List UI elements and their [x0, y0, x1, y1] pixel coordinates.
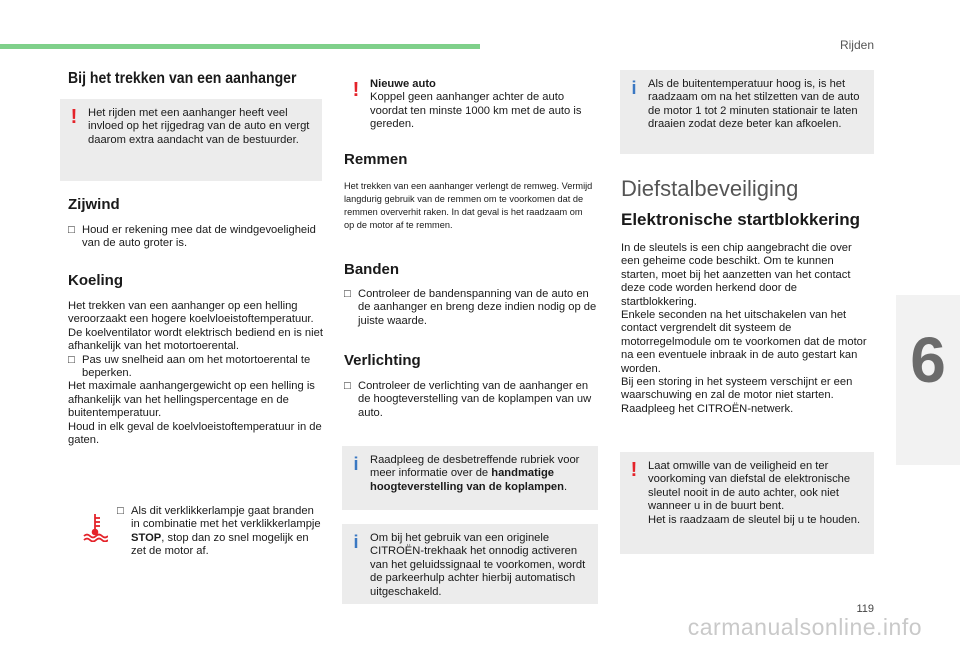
exclamation-icon: !	[352, 79, 360, 101]
checkbox-bullet-icon: □	[117, 505, 124, 517]
info-text: Raadpleeg de desbetreffende rubriek voor meer informatie over de handmatige hoogteverstelling van de koplampen.	[370, 454, 580, 493]
koeling-p1: Het trekken van een aanhanger op een helling veroorzaakt een hogere koelvloeistoftemperatuur.	[68, 300, 314, 326]
startblokkering-p1: In de sleutels is een chip aangebracht die over een geheime code beschikt. Om te kunnen starten, moet bij het aanzetten van het contact deze code worden herkend door de startblokkering.	[621, 242, 852, 308]
chapter-number: 6	[910, 324, 946, 396]
checkbox-bullet-icon: □	[344, 288, 351, 300]
heading-startblokkering: Elektronische startblokkering	[621, 210, 861, 229]
lamp-warning-text: Als dit verklikkerlampje gaat branden in combinatie met het verklikkerlampje STOP, stop dan zo snel mogelijk en zet de motor af.	[131, 505, 321, 558]
heading-verlichting: Verlichting	[344, 352, 421, 369]
zijwind-text: Houd er rekening mee dat de windgevoeligheid van de auto groter is.	[82, 224, 316, 250]
startblokkering-p2: Enkele seconden na het uitschakelen van het contact vergrendelt dit systeem de motorregelmodule om te voorkomen dat de motor na een eventuele inbraak in de auto gestart kan worden.	[621, 309, 867, 375]
warning-p1: Laat omwille van de veiligheid en ter voorkoming van diefstal de elektronische sleutel nooit in de auto achter, ook niet wanneer u in de buurt bent.	[648, 460, 851, 513]
banden-bullet	[344, 288, 598, 328]
checkbox-bullet-icon: □	[344, 380, 351, 392]
koeling-p3: Het maximale aanhangergewicht op een helling is afhankelijk van het hellingspercentage en de buitentemperatuur.	[68, 380, 315, 420]
heading-koeling: Koeling	[68, 272, 123, 289]
info-box-cooling	[620, 70, 874, 154]
koeling-section	[68, 300, 324, 447]
heading-banden: Banden	[344, 261, 400, 278]
startblokkering-p3: Bij een storing in het systeem verschijnt er een waarschuwing en zal de motor niet starten. Raadpleeg het CITROËN-netwerk.	[621, 376, 853, 415]
warning-text: Het rijden met een aanhanger heeft veel invloed op het rijgedrag van de auto en vergt daarom extra aandacht van de bestuurder.	[88, 107, 310, 146]
zijwind-bullet	[68, 224, 322, 251]
coolant-temperature-icon	[82, 512, 108, 542]
checkbox-bullet-icon: □	[68, 224, 75, 236]
koeling-p4: Houd in elk geval de koelvloeistoftemperatuur in de gaten.	[68, 420, 322, 447]
info-box-headlamp	[342, 446, 598, 510]
warning-box-driving	[60, 99, 322, 181]
page-number: 119	[856, 603, 874, 615]
verlichting-bullet	[344, 380, 598, 420]
heading-diefstalbeveiliging: Diefstalbeveiliging	[621, 176, 799, 201]
info-text: Om bij het gebruik van een originele CITROËN-trekhaak het onnodig activeren van het geluidssignaal te voorkomen, wordt de parkeerhulp achter hierbij automatisch uitgeschakeld.	[370, 532, 586, 598]
exclamation-icon: !	[70, 106, 78, 128]
page-title: Bij het trekken van een aanhanger	[68, 70, 297, 87]
checkbox-bullet-icon: □	[68, 353, 75, 366]
info-icon: i	[631, 78, 637, 98]
startblokkering-text	[621, 242, 873, 416]
info-icon: i	[353, 532, 359, 552]
warning-text: Koppel geen aanhanger achter de auto voordat ten minste 1000 km met de auto is gereden.	[370, 91, 582, 131]
remmen-text: Het trekken van een aanhanger verlengt de remweg. Vermijd langdurig gebruik van de remmen om te voorkomen dat de remmen oververhit raken. In dat geval is het raadzaam om op de motor af te remmen.	[344, 181, 593, 231]
warning-p2: Het is raadzaam de sleutel bij u te houden.	[648, 513, 861, 526]
info-box-towbar	[342, 524, 598, 604]
warning-box-new-car	[342, 70, 598, 140]
info-text: Als de buitentemperatuur hoog is, is het raadzaam om na het stilzetten van de auto de motor 1 tot 2 minuten stationair te laten draaien zodat deze beter kan afkoelen.	[648, 78, 860, 131]
heading-remmen: Remmen	[344, 151, 408, 168]
koeling-p2: De koelventilator wordt elektrisch bediend en is niet afhankelijk van het motortoerental.	[68, 326, 323, 353]
koeling-bullet	[68, 354, 324, 381]
heading-zijwind: Zijwind	[68, 196, 120, 213]
warning-title: Nieuwe auto	[370, 78, 436, 90]
info-icon: i	[353, 454, 359, 474]
exclamation-icon: !	[630, 459, 638, 481]
banden-text: Controleer de bandenspanning van de auto en de aanhanger en breng deze indien nodig op de juiste waarde.	[358, 288, 597, 327]
watermark: carmanualsonline.info	[687, 614, 922, 640]
koeling-bullet-text: Pas uw snelheid aan om het motortoerental te beperken.	[82, 353, 311, 380]
header-accent-bar	[0, 44, 480, 49]
verlichting-text: Controleer de verlichting van de aanhanger en de hoogteverstelling van de koplampen van uw auto.	[358, 380, 592, 419]
warning-box-key	[620, 452, 874, 554]
lamp-warning-bullet	[117, 505, 323, 559]
section-label: Rijden	[839, 38, 874, 52]
